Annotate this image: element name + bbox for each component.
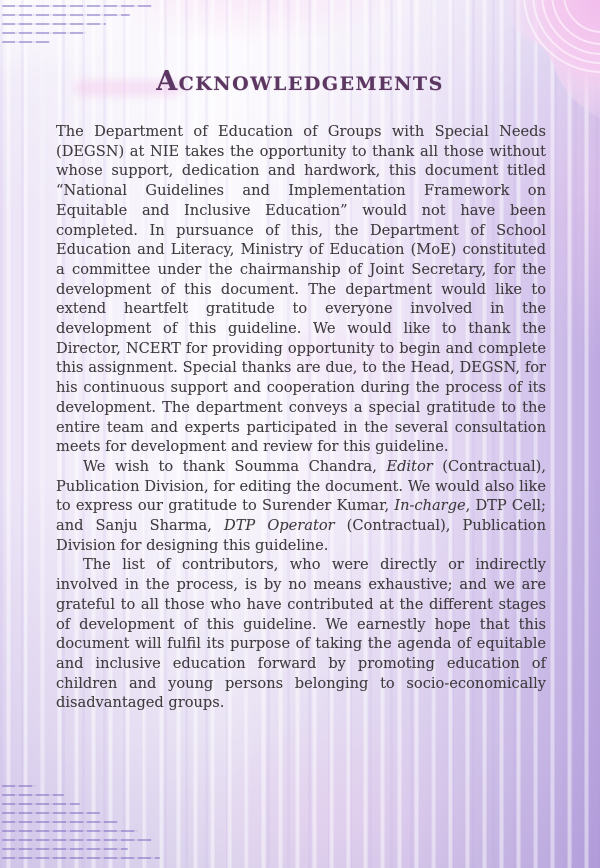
text-segment-italic: DTP Operator xyxy=(224,517,335,535)
bleed-line xyxy=(2,830,138,832)
paragraph-2 xyxy=(56,457,546,556)
page-title: Acknowledgements xyxy=(156,66,444,97)
text-segment: , DTP Cell; and Sanju Sharma, xyxy=(56,497,546,535)
bleed-line xyxy=(2,794,64,796)
bleed-lines-bottom-left xyxy=(2,785,160,866)
text-segment: (Contractual), Publication Division for designing this guideline. xyxy=(56,517,546,554)
bleed-line xyxy=(2,14,130,16)
text-segment: We wish to thank Soumma Chandra, xyxy=(83,457,387,475)
bleed-lines-top-left xyxy=(2,5,152,50)
paragraph-1 xyxy=(56,122,546,457)
bleed-line xyxy=(2,23,106,25)
bleed-line xyxy=(2,32,86,34)
bleed-line xyxy=(2,848,128,850)
text-segment: The list of contributors, who were directly or indirectly involved in the process, is by no means exhaustive; and we are grateful to all those who have contributed at the different stages of development of this guideline. We earnestly hope that this document will fulfil its purpose of taking the agenda of equitable and inclusive education forward by promoting education of children and young persons belonging to socio-economically disadvantaged groups. xyxy=(56,556,546,712)
text-segment: The Department of Education of Groups with Special Needs (DEGSN) at NIE takes the opportunity to thank all those without whose support, dedication and hardwork, this document titled “National Guidelines and Implementation Framework on Equitable and Inclusive Education” would not have been completed. In pursuance of this, the Department of School Education and Literacy, Ministry of Education (MoE) constituted a committee under the chairmanship of Joint Secretary, for the development of this document. The department would like to extend heartfelt gratitude to everyone involved in the development of this guideline. We would like to thank the Director, NCERT for providing opportunity to begin and complete this assignment. Special thanks are due, to the Head, DEGSN, for his continuous support and cooperation during the process of its development. The department conveys a special gratitude to the entire team and experts participated in the several consultation meets for development and review for this guideline. xyxy=(56,123,546,456)
bleed-line xyxy=(2,821,118,823)
swirl-arcs xyxy=(524,0,600,72)
paragraph-3 xyxy=(56,555,546,713)
swirl-blob xyxy=(510,0,600,118)
bleed-line xyxy=(2,839,152,841)
text-segment: (Contractual), Publication Division, for editing the document. We would also like to express our gratitude to Surender Kumar, xyxy=(56,457,546,515)
bleed-line xyxy=(2,5,152,7)
text-segment-italic: In-charge xyxy=(394,497,466,515)
body-text xyxy=(56,122,546,713)
text-segment-italic: Editor xyxy=(386,457,433,475)
bleed-line xyxy=(2,812,100,814)
bleed-line xyxy=(2,803,80,805)
bleed-line xyxy=(2,857,160,859)
bleed-line xyxy=(2,41,50,43)
bleed-line xyxy=(2,785,36,787)
